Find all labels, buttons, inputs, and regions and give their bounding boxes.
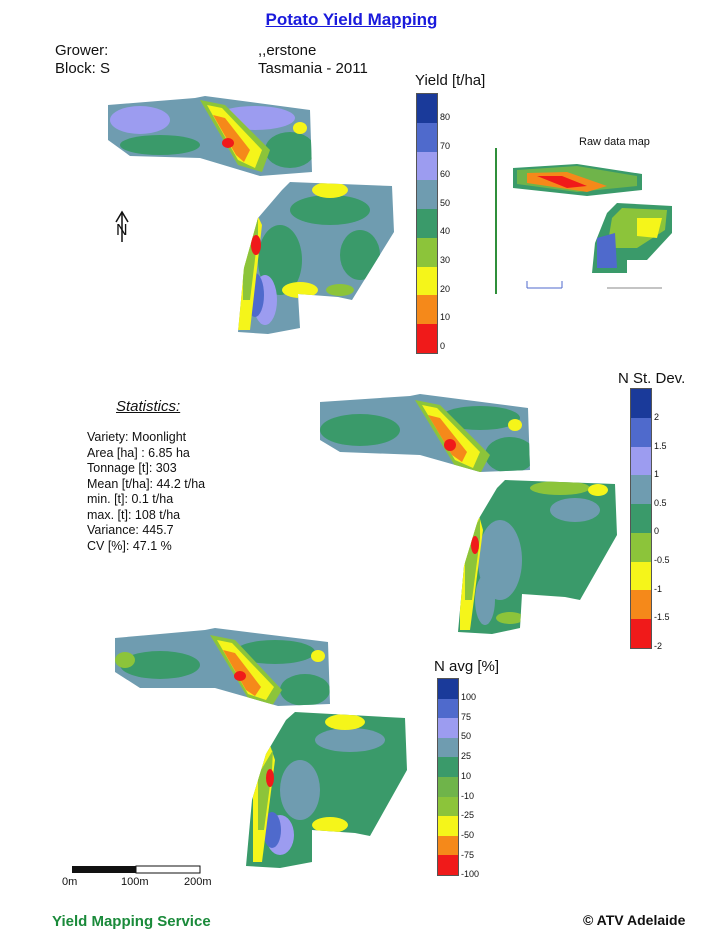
legend-sd-title: N St. Dev. xyxy=(618,370,686,387)
legend-tick-label: 40 xyxy=(440,226,451,237)
legend-swatch xyxy=(631,475,651,504)
legend-tick-label: 50 xyxy=(440,197,451,208)
legend-tick-label: 25 xyxy=(461,751,472,762)
legend-swatch xyxy=(631,562,651,591)
legend-swatch xyxy=(631,533,651,562)
legend-swatch xyxy=(417,209,437,238)
stdev-map-field-south xyxy=(450,478,625,638)
scale-label-200: 200m xyxy=(184,876,212,888)
legend-swatch xyxy=(417,94,437,123)
legend-tick-label: 1.5 xyxy=(654,440,667,451)
legend-sd-bar xyxy=(630,388,652,649)
legend-tick-label: 0 xyxy=(654,526,660,537)
legend-swatch xyxy=(438,679,458,699)
legend-swatch xyxy=(438,757,458,777)
legend-swatch xyxy=(417,295,437,324)
legend-swatch xyxy=(417,324,437,353)
statistics-list xyxy=(87,430,205,554)
scale-label-0: 0m xyxy=(62,876,78,888)
legend-avg-title: N avg [%] xyxy=(434,658,500,675)
avg-map-field-south xyxy=(240,708,412,873)
statistic-line: Mean [t/ha]: 44.2 t/ha xyxy=(87,476,206,491)
legend-swatch xyxy=(438,718,458,738)
legend-tick-label: -2 xyxy=(654,640,663,651)
legend-swatch xyxy=(417,180,437,209)
legend-swatch xyxy=(631,504,651,533)
legend-swatch xyxy=(438,816,458,836)
block-value: Tasmania - 2011 xyxy=(258,60,368,77)
scale-bar xyxy=(72,866,200,873)
statistic-line: min. [t]: 0.1 t/ha xyxy=(87,492,174,506)
legend-tick-label: 75 xyxy=(461,711,472,722)
legend-tick-label: 10 xyxy=(440,312,451,323)
legend-yield-bar xyxy=(416,93,438,354)
legend-swatch xyxy=(631,389,651,418)
legend-swatch xyxy=(438,855,458,875)
legend-swatch xyxy=(631,619,651,648)
legend-swatch xyxy=(438,777,458,797)
legend-swatch xyxy=(438,738,458,758)
legend-tick-label: -50 xyxy=(461,829,475,840)
legend-tick-label: -25 xyxy=(461,810,475,821)
statistic-line: Variance: 445.7 xyxy=(87,523,174,537)
raw-data-map xyxy=(495,136,699,294)
legend-tick-label: 100 xyxy=(461,692,477,702)
legend-swatch xyxy=(438,797,458,817)
legend-tick-label: 0 xyxy=(440,340,446,351)
legend-swatch xyxy=(438,836,458,856)
legend-swatch xyxy=(631,447,651,476)
legend-tick-label: 70 xyxy=(440,140,451,151)
raw-data-map-image xyxy=(497,148,697,294)
avg-map-field-north xyxy=(108,622,336,712)
grower-value: ,,erstone xyxy=(258,42,317,59)
legend-tick-label: 0.5 xyxy=(654,497,667,508)
block-label: Block: S xyxy=(55,60,111,77)
legend-swatch xyxy=(631,418,651,447)
raw-data-map-title: Raw data map xyxy=(579,136,650,148)
statistic-line: Tonnage [t]: 303 xyxy=(87,461,177,475)
legend-tick-label: -100 xyxy=(461,869,480,880)
legend-tick-label: 20 xyxy=(440,283,451,294)
legend-swatch xyxy=(417,267,437,296)
statistic-line: Area [ha] : 6.85 ha xyxy=(87,445,190,460)
legend-tick-label: 2 xyxy=(654,412,660,422)
legend-tick-label: 80 xyxy=(440,112,451,122)
north-label: N xyxy=(116,222,128,239)
legend-swatch xyxy=(417,238,437,267)
legend-tick-label: 30 xyxy=(440,255,451,265)
yield-map-field-south xyxy=(230,180,400,340)
page-title: Potato Yield Mapping xyxy=(265,10,438,29)
statistic-line: Variety: Moonlight xyxy=(87,430,187,444)
legend-tick-label: -1.5 xyxy=(654,612,670,623)
statistic-line: CV [%]: 47.1 % xyxy=(87,538,172,553)
footer-service: Yield Mapping Service xyxy=(52,913,211,930)
legend-swatch xyxy=(417,152,437,181)
legend-yield-title: Yield [t/ha] xyxy=(415,72,486,89)
legend-avg-bar xyxy=(437,678,459,876)
legend-tick-label: -75 xyxy=(461,849,475,860)
stdev-map-field-north xyxy=(312,388,537,478)
scale-label-100: 100m xyxy=(121,876,149,888)
legend-tick-label: -0.5 xyxy=(654,555,670,565)
legend-swatch xyxy=(417,123,437,152)
yield-map-field-north xyxy=(100,90,320,180)
statistics-title: Statistics: xyxy=(116,398,181,415)
grower-label: Grower: xyxy=(55,42,109,59)
legend-tick-label: -10 xyxy=(461,790,475,801)
legend-swatch xyxy=(438,699,458,719)
legend-tick-label: -1 xyxy=(654,583,663,594)
legend-tick-label: 50 xyxy=(461,731,472,742)
footer-copyright: © ATV Adelaide xyxy=(583,912,686,928)
legend-tick-label: 10 xyxy=(461,770,472,781)
legend-tick-label: 60 xyxy=(440,169,451,180)
legend-tick-label: 1 xyxy=(654,469,660,480)
statistic-line: max. [t]: 108 t/ha xyxy=(87,507,181,522)
legend-swatch xyxy=(631,590,651,619)
